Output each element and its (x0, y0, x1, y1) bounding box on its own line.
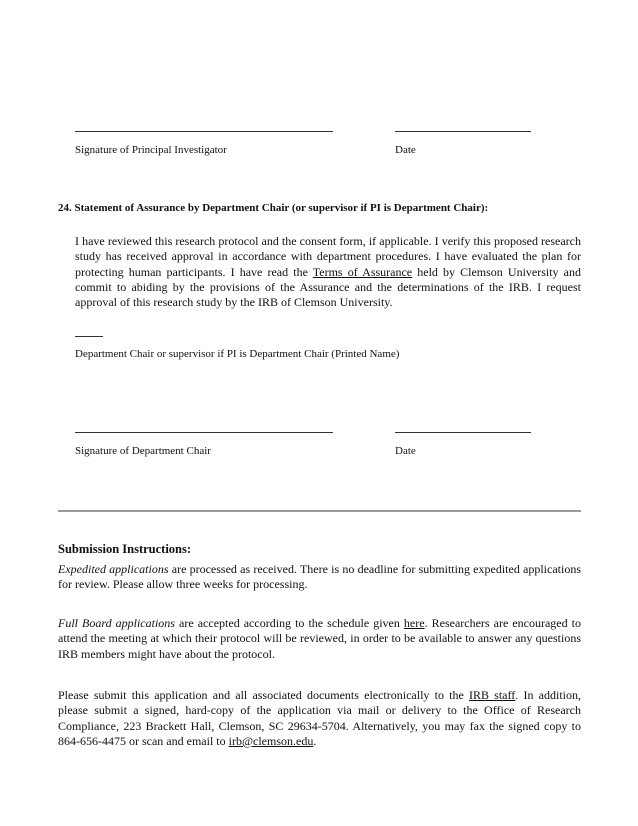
full-board-paragraph (58, 616, 581, 662)
pi-signature-line (75, 131, 333, 132)
printed-name-label: Department Chair or supervisor if PI is Department Chair (Printed Name) (75, 348, 400, 360)
irb-staff-link[interactable]: IRB staff (468, 688, 516, 702)
full-board-label: Full Board applications (58, 616, 175, 630)
submission-heading: Submission Instructions: (58, 542, 192, 556)
assurance-text-1: I have reviewed this research protocol and the consent form, if applicable. I verify this proposed research study has received approval in accordance with department procedures. I have evaluated the plan for protecting human participants. I have read the (75, 234, 581, 279)
expedited-text: are processed as received. There is no deadline for submitting expedited applications for review. Please allow three weeks for processing. (58, 562, 582, 592)
submit-text-2: . In addition, please submit a signed, hard-copy of the application via mail or delivery to the Office of Research Compliance, 223 Brackett Hall, Clemson, SC 29634-5704. Alternatively, you may fax the signed copy to 864-656-4475 or scan and email to (58, 688, 582, 748)
chair-date-line (395, 432, 531, 433)
section-24-heading: 24. Statement of Assurance by Department Chair (or supervisor if PI is Department Chair): (58, 202, 489, 214)
schedule-here-link[interactable]: here (403, 616, 425, 630)
section-divider (58, 510, 581, 512)
chair-date-label: Date (395, 445, 416, 457)
assurance-text-2: held by Clemson University and commit to abiding by the provisions of the Assurance and the determinations of the IRB. I request approval of this research study by the IRB of Clemson University. (75, 264, 581, 310)
pi-signature-label: Signature of Principal Investigator (75, 144, 227, 156)
assurance-paragraph (75, 234, 581, 310)
printed-name-line (75, 336, 103, 337)
submit-text-3: . (313, 733, 317, 748)
submit-paragraph (58, 688, 581, 749)
chair-signature-label: Signature of Department Chair (75, 445, 211, 457)
full-board-text-1: are accepted according to the schedule given (174, 616, 404, 630)
pi-date-label: Date (395, 144, 416, 156)
full-board-text-2: . Researchers are encouraged to attend the meeting at which their protocol will be reviewed, in order to be available to answer any questions IRB members might have about the protocol. (58, 616, 582, 661)
irb-email-link[interactable]: irb@clemson.edu (228, 733, 314, 748)
chair-signature-line (75, 432, 333, 433)
expedited-paragraph (58, 562, 581, 593)
pi-date-line (395, 131, 531, 132)
terms-of-assurance-link[interactable]: Terms of Assurance (312, 264, 413, 279)
submit-text-1: Please submit this application and all associated documents electronically to the (58, 688, 469, 702)
expedited-label: Expedited applications (58, 562, 169, 576)
